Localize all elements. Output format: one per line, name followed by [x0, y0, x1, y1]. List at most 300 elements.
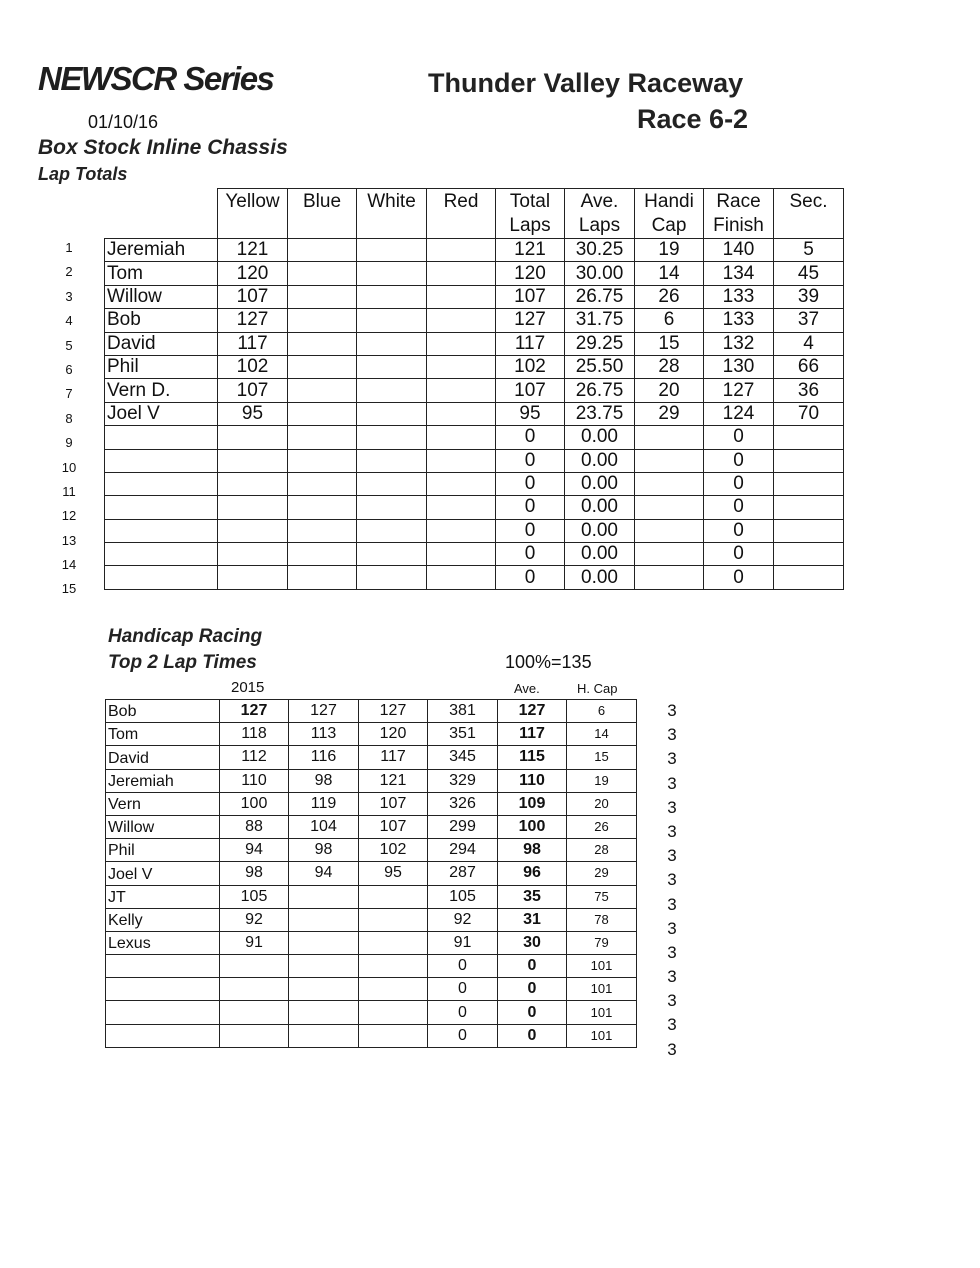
- cell-t2: 127: [359, 700, 428, 723]
- cell-hcap: 101: [567, 955, 637, 978]
- handicap-formula: 100%=135: [505, 652, 592, 672]
- track-title: Thunder Valley Raceway: [428, 68, 744, 98]
- cell-finish: 0: [704, 496, 774, 519]
- cell-t2: [359, 1001, 428, 1024]
- cell-ave: 26.75: [565, 285, 635, 308]
- cell-finish: 0: [704, 519, 774, 542]
- cell-name: Joel V: [106, 862, 220, 885]
- cell-t2: 107: [359, 792, 428, 815]
- cell-yellow: [218, 496, 288, 519]
- cell-t1: 127: [289, 700, 359, 723]
- table-row: [106, 700, 637, 723]
- race-title: Race 6-2: [637, 104, 749, 134]
- cell-blue: [288, 239, 357, 262]
- cell-t2: 120: [359, 723, 428, 746]
- row-number: 11: [62, 483, 76, 499]
- cell-hcap: 26: [567, 815, 637, 838]
- cell-sec: 36: [774, 379, 844, 402]
- cell-red: [427, 426, 496, 449]
- table-row: [106, 862, 637, 885]
- column-header-line1: Sec.: [789, 191, 828, 212]
- cell-t1: 119: [289, 792, 359, 815]
- cell-y2015: 94: [220, 839, 289, 862]
- cell-handicap: [635, 519, 704, 542]
- column-header-line1: Ave.: [580, 191, 619, 212]
- lap-totals-table: [104, 188, 844, 590]
- cell-name: Tom: [106, 723, 220, 746]
- extra-value: 3: [667, 701, 677, 720]
- cell-handicap: 15: [635, 332, 704, 355]
- cell-ave: 110: [498, 769, 567, 792]
- cell-name: Phil: [106, 839, 220, 862]
- table-row: [106, 1024, 637, 1047]
- cell-name: David: [106, 746, 220, 769]
- cell-red: [427, 379, 496, 402]
- cell-finish: 0: [704, 449, 774, 472]
- cell-hcap: 78: [567, 908, 637, 931]
- table-row: [105, 379, 844, 402]
- cell-name: Vern D.: [105, 379, 218, 402]
- cell-red: [427, 496, 496, 519]
- cell-ave: 30.00: [565, 262, 635, 285]
- cell-t1: 104: [289, 815, 359, 838]
- cell-handicap: [635, 426, 704, 449]
- cell-y2015: [220, 978, 289, 1001]
- cell-t1: [289, 955, 359, 978]
- cell-name: Jeremiah: [106, 769, 220, 792]
- extra-value: 3: [667, 870, 677, 890]
- cell-ave: 127: [498, 700, 567, 723]
- cell-total: 127: [496, 309, 565, 332]
- cell-yellow: 102: [218, 355, 288, 378]
- cell-blue: [288, 379, 357, 402]
- cell-name: [105, 472, 218, 495]
- extra-value: 3: [667, 967, 677, 987]
- table-row: [105, 355, 844, 378]
- cell-name: Willow: [105, 285, 218, 308]
- cell-yellow: [218, 449, 288, 472]
- cell-total: 0: [496, 426, 565, 449]
- cell-finish: 133: [704, 309, 774, 332]
- series-title: NEWSCR Series: [38, 60, 274, 97]
- cell-ave: 109: [498, 792, 567, 815]
- cell-blue: [288, 449, 357, 472]
- cell-t2: 95: [359, 862, 428, 885]
- cell-ave: 0: [498, 955, 567, 978]
- table-row: [105, 449, 844, 472]
- cell-name: Kelly: [106, 908, 220, 931]
- extra-value: 3: [667, 773, 677, 793]
- column-header-line2: Finish: [713, 215, 764, 236]
- cell-sec: 39: [774, 285, 844, 308]
- cell-ave: 0: [498, 1024, 567, 1047]
- cell-yellow: 121: [218, 239, 288, 262]
- table-row: [106, 885, 637, 908]
- cell-ave: 31: [498, 908, 567, 931]
- cell-red: [427, 309, 496, 332]
- cell-hcap: 15: [567, 746, 637, 769]
- cell-sec: 5: [774, 239, 844, 262]
- race-date: 01/10/16: [88, 112, 159, 132]
- cell-ave: 0: [498, 1001, 567, 1024]
- table-row: [105, 239, 844, 262]
- cell-white: [357, 285, 427, 308]
- cell-total: 117: [496, 332, 565, 355]
- cell-name: Vern: [106, 792, 220, 815]
- table-row: [106, 769, 637, 792]
- cell-total: 107: [496, 379, 565, 402]
- cell-total: 0: [496, 519, 565, 542]
- cell-total: 121: [496, 239, 565, 262]
- cell-hcap: 79: [567, 931, 637, 954]
- row-number: 12: [61, 508, 77, 524]
- cell-finish: 0: [704, 543, 774, 566]
- row-numbers: [54, 236, 84, 602]
- cell-finish: 134: [704, 262, 774, 285]
- cell-sec: 45: [774, 262, 844, 285]
- column-header: [496, 189, 565, 239]
- row-number: 4: [65, 313, 73, 329]
- cell-white: [357, 519, 427, 542]
- row-number: 1: [65, 240, 73, 255]
- handicap-title: Handicap Racing: [108, 626, 263, 647]
- cell-ave: 29.25: [565, 332, 635, 355]
- table-row: [106, 978, 637, 1001]
- cell-t2: 102: [359, 839, 428, 862]
- cell-y2015: 112: [220, 746, 289, 769]
- cell-finish: 0: [704, 472, 774, 495]
- cell-sum: 351: [428, 723, 498, 746]
- cell-sum: 91: [428, 931, 498, 954]
- cell-finish: 0: [704, 426, 774, 449]
- cell-white: [357, 426, 427, 449]
- cell-t2: [359, 978, 428, 1001]
- cell-y2015: [220, 1024, 289, 1047]
- row-number: 7: [65, 386, 73, 402]
- column-header-line2: Laps: [509, 215, 551, 236]
- cell-name: [106, 978, 220, 1001]
- extra-value: 3: [667, 749, 677, 769]
- table-row: [105, 285, 844, 308]
- cell-blue: [288, 309, 357, 332]
- cell-white: [357, 449, 427, 472]
- cell-y2015: [220, 1001, 289, 1024]
- cell-ave: 115: [498, 746, 567, 769]
- cell-y2015: 110: [220, 769, 289, 792]
- cell-sec: 66: [774, 355, 844, 378]
- cell-t2: 121: [359, 769, 428, 792]
- cell-finish: 133: [704, 285, 774, 308]
- cell-total: 0: [496, 566, 565, 589]
- cell-hcap: 29: [567, 862, 637, 885]
- cell-y2015: 92: [220, 908, 289, 931]
- cell-blue: [288, 543, 357, 566]
- table-row: [106, 723, 637, 746]
- column-header: [774, 189, 844, 239]
- cell-red: [427, 285, 496, 308]
- cell-white: [357, 496, 427, 519]
- cell-sum: 105: [428, 885, 498, 908]
- row-number: 9: [65, 435, 73, 451]
- cell-ave: 30: [498, 931, 567, 954]
- cell-ave: 0.00: [565, 519, 635, 542]
- cell-red: [427, 566, 496, 589]
- column-header-line1: Race: [716, 191, 761, 212]
- cell-ave: 31.75: [565, 309, 635, 332]
- cell-total: 95: [496, 402, 565, 425]
- extra-value: 3: [667, 797, 677, 817]
- cell-hcap: 101: [567, 1001, 637, 1024]
- cell-t1: [289, 885, 359, 908]
- cell-sum: 0: [428, 1024, 498, 1047]
- cell-t1: [289, 1001, 359, 1024]
- cell-ave: 0.00: [565, 472, 635, 495]
- cell-sec: 37: [774, 309, 844, 332]
- cell-handicap: 20: [635, 379, 704, 402]
- handicap-extra-column: [660, 699, 684, 1062]
- cell-yellow: 127: [218, 309, 288, 332]
- cell-t2: 117: [359, 746, 428, 769]
- cell-ave: 0.00: [565, 543, 635, 566]
- cell-total: 0: [496, 449, 565, 472]
- table-row: [105, 402, 844, 425]
- cell-sec: [774, 426, 844, 449]
- cell-ave: 0: [498, 978, 567, 1001]
- table-row: [106, 792, 637, 815]
- cell-total: 0: [496, 543, 565, 566]
- column-header-line1: Handi: [644, 191, 694, 212]
- cell-handicap: [635, 566, 704, 589]
- cell-finish: 130: [704, 355, 774, 378]
- cell-yellow: [218, 566, 288, 589]
- cell-yellow: 95: [218, 402, 288, 425]
- cell-white: [357, 309, 427, 332]
- table-row: [106, 839, 637, 862]
- cell-t1: 98: [289, 839, 359, 862]
- column-header-line1: Yellow: [225, 191, 280, 212]
- cell-sum: 345: [428, 746, 498, 769]
- extra-value: 3: [667, 942, 677, 962]
- cell-ave: 0.00: [565, 449, 635, 472]
- cell-t1: [289, 931, 359, 954]
- cell-ave: 25.50: [565, 355, 635, 378]
- cell-hcap: 20: [567, 792, 637, 815]
- cell-ave: 23.75: [565, 402, 635, 425]
- cell-y2015: 105: [220, 885, 289, 908]
- cell-ave: 117: [498, 723, 567, 746]
- cell-sec: [774, 566, 844, 589]
- row-number: 15: [61, 581, 77, 597]
- cell-total: 0: [496, 496, 565, 519]
- cell-red: [427, 262, 496, 285]
- cell-handicap: 6: [635, 309, 704, 332]
- class-title: Box Stock Inline Chassis: [38, 136, 288, 159]
- cell-blue: [288, 519, 357, 542]
- row-number: 3: [65, 288, 73, 304]
- table-row: [105, 519, 844, 542]
- cell-sum: 0: [428, 978, 498, 1001]
- cell-ave: 0.00: [565, 566, 635, 589]
- column-header-line1: Red: [443, 191, 479, 212]
- cell-blue: [288, 496, 357, 519]
- cell-white: [357, 472, 427, 495]
- table-row: [105, 472, 844, 495]
- extra-value: 3: [667, 894, 677, 914]
- cell-t1: 113: [289, 723, 359, 746]
- cell-name: Joel V: [105, 402, 218, 425]
- cell-handicap: [635, 496, 704, 519]
- column-header-line2: Laps: [578, 215, 621, 236]
- cell-t1: [289, 908, 359, 931]
- table-row: [106, 955, 637, 978]
- column-header-line2: Cap: [651, 215, 687, 236]
- cell-finish: 140: [704, 239, 774, 262]
- cell-hcap: 101: [567, 1024, 637, 1047]
- cell-yellow: 107: [218, 379, 288, 402]
- extra-value: 3: [667, 725, 677, 745]
- table-row: [106, 931, 637, 954]
- cell-sum: 381: [428, 700, 498, 723]
- column-header: [218, 189, 288, 239]
- cell-sum: 299: [428, 815, 498, 838]
- column-header: [565, 189, 635, 239]
- extra-value: 3: [667, 1015, 677, 1035]
- cell-sec: [774, 449, 844, 472]
- cell-yellow: [218, 519, 288, 542]
- cell-t1: 98: [289, 769, 359, 792]
- cell-y2015: 98: [220, 862, 289, 885]
- cell-sec: [774, 496, 844, 519]
- hcap-label: H. Cap: [577, 681, 618, 696]
- row-number: 6: [65, 361, 73, 377]
- row-number: 10: [61, 459, 77, 475]
- cell-handicap: [635, 449, 704, 472]
- cell-yellow: 120: [218, 262, 288, 285]
- cell-ave: 96: [498, 862, 567, 885]
- column-header-line1: Total: [509, 191, 551, 212]
- cell-name: [105, 543, 218, 566]
- cell-red: [427, 543, 496, 566]
- cell-y2015: 118: [220, 723, 289, 746]
- row-number: 14: [61, 557, 77, 573]
- cell-name: Willow: [106, 815, 220, 838]
- cell-handicap: 29: [635, 402, 704, 425]
- column-header: [427, 189, 496, 239]
- cell-name: [106, 1024, 220, 1047]
- cell-name: JT: [106, 885, 220, 908]
- table-row: [106, 815, 637, 838]
- cell-finish: 0: [704, 566, 774, 589]
- table-row: [106, 1001, 637, 1024]
- cell-red: [427, 449, 496, 472]
- cell-name: Bob: [106, 700, 220, 723]
- cell-t1: [289, 978, 359, 1001]
- cell-sum: 92: [428, 908, 498, 931]
- cell-sec: [774, 519, 844, 542]
- handicap-subtitle: Top 2 Lap Times: [108, 652, 257, 673]
- table-row: [105, 262, 844, 285]
- column-header: [635, 189, 704, 239]
- column-header: [288, 189, 357, 239]
- cell-blue: [288, 566, 357, 589]
- cell-sum: 326: [428, 792, 498, 815]
- column-header: [704, 189, 774, 239]
- cell-name: Tom: [105, 262, 218, 285]
- cell-yellow: 117: [218, 332, 288, 355]
- cell-name: [105, 426, 218, 449]
- cell-hcap: 75: [567, 885, 637, 908]
- extra-value: 3: [667, 821, 677, 841]
- cell-finish: 124: [704, 402, 774, 425]
- cell-total: 107: [496, 285, 565, 308]
- cell-total: 120: [496, 262, 565, 285]
- cell-name: Jeremiah: [105, 239, 218, 262]
- cell-sum: 294: [428, 839, 498, 862]
- cell-ave: 98: [498, 839, 567, 862]
- cell-name: [105, 496, 218, 519]
- cell-t2: [359, 955, 428, 978]
- cell-sec: 4: [774, 332, 844, 355]
- handicap-table: [105, 699, 637, 1048]
- cell-handicap: 14: [635, 262, 704, 285]
- cell-red: [427, 472, 496, 495]
- cell-name: Phil: [105, 355, 218, 378]
- cell-blue: [288, 262, 357, 285]
- cell-blue: [288, 426, 357, 449]
- cell-yellow: [218, 543, 288, 566]
- ave-label: Ave.: [514, 681, 540, 696]
- year-label: 2015: [231, 679, 265, 696]
- cell-hcap: 28: [567, 839, 637, 862]
- cell-y2015: 88: [220, 815, 289, 838]
- cell-handicap: 19: [635, 239, 704, 262]
- cell-hcap: 101: [567, 978, 637, 1001]
- column-header-line1: Blue: [302, 191, 342, 212]
- cell-red: [427, 332, 496, 355]
- cell-ave: 26.75: [565, 379, 635, 402]
- cell-blue: [288, 402, 357, 425]
- cell-red: [427, 519, 496, 542]
- cell-ave: 100: [498, 815, 567, 838]
- cell-sum: 287: [428, 862, 498, 885]
- cell-red: [427, 402, 496, 425]
- cell-ave: 30.25: [565, 239, 635, 262]
- cell-t2: [359, 885, 428, 908]
- header-blank: [105, 189, 218, 239]
- cell-t2: [359, 931, 428, 954]
- lap-totals-title: Lap Totals: [38, 164, 128, 184]
- cell-yellow: [218, 426, 288, 449]
- cell-white: [357, 262, 427, 285]
- cell-white: [357, 355, 427, 378]
- cell-t2: [359, 908, 428, 931]
- extra-value: 3: [667, 991, 677, 1011]
- cell-white: [357, 543, 427, 566]
- cell-t2: 107: [359, 815, 428, 838]
- cell-ave: 0.00: [565, 426, 635, 449]
- row-number: 8: [65, 410, 73, 426]
- cell-red: [427, 239, 496, 262]
- cell-white: [357, 402, 427, 425]
- table-row: [105, 496, 844, 519]
- cell-total: 0: [496, 472, 565, 495]
- cell-sum: 0: [428, 1001, 498, 1024]
- cell-name: Bob: [105, 309, 218, 332]
- cell-handicap: 28: [635, 355, 704, 378]
- cell-sec: [774, 543, 844, 566]
- cell-y2015: [220, 955, 289, 978]
- cell-name: [106, 955, 220, 978]
